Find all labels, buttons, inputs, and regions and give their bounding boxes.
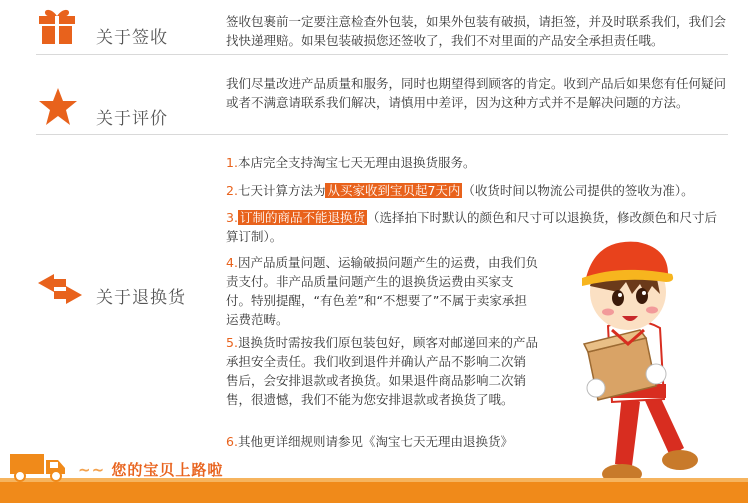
section-title-returns: 关于退换货 — [96, 288, 186, 308]
returns-item-2 — [226, 181, 726, 200]
returns-item-5 — [226, 333, 538, 409]
gift-box-icon — [36, 4, 78, 46]
item-number: 1. — [226, 155, 238, 170]
section-title-review: 关于评价 — [96, 109, 168, 129]
highlight-text: 订制的商品不能退换货 — [239, 210, 365, 225]
item-text: 因产品质量问题、运输破损问题产生的运费，由我们负责支付。非产品质量问题产生的退换货运费由买家支付。特别提醒，“有色差”和“不想要了”不属于卖家承担运费范畴。 — [226, 255, 538, 327]
review-text: 我们尽量改进产品质量和服务，同时也期望得到顾客的肯定。收到产品后如果您有任何疑问或者不满意请联系我们解决，请慎用中差评，因为这种方式并不是解决问题的方法。 — [226, 76, 727, 110]
divider — [36, 54, 728, 55]
item-number: 5. — [226, 335, 238, 350]
exchange-arrows-icon — [36, 272, 84, 306]
delivery-boy-illustration — [560, 234, 710, 496]
item-number: 3. — [226, 210, 238, 225]
tagline-text: 您的宝贝上路啦 — [111, 461, 224, 479]
tagline-dots: ~~ — [78, 461, 106, 479]
receive-text: 签收包裹前一定要注意检查外包装，如果外包装有破损，请拒签，并及时联系我们，我们会找快递理赔。如果包装破损您还签收了，我们不对里面的产品安全承担责任哦。 — [226, 14, 727, 48]
returns-item-6 — [226, 432, 538, 451]
item-number: 2. — [226, 183, 238, 198]
footer-tagline — [78, 459, 223, 480]
returns-item-4 — [226, 253, 538, 329]
section-title-receive: 关于签收 — [96, 28, 168, 48]
item-number: 4. — [226, 255, 238, 270]
item-text: （收货时间以物流公司提供的签收为准）。 — [462, 183, 694, 198]
item-text: 七天计算方法为 — [237, 183, 326, 198]
star-icon — [38, 87, 78, 127]
delivery-truck-icon — [8, 448, 68, 484]
item-text: 退换货时需按我们原包装包好，顾客对邮递回来的产品承担安全责任。我们收到退件并确认产品不影响二次销售后，会安排退款或者换货。如果退件商品影响二次销售，很遗憾，我们不能为您安排退款或者换货了哦。 — [226, 335, 538, 407]
item-text: （选择拍下时默认的颜色和尺寸可以退换货，修改颜色和尺寸后算订制）。 — [226, 210, 717, 244]
divider — [36, 134, 728, 135]
item-number: 6. — [226, 434, 238, 449]
returns-item-1 — [226, 153, 726, 172]
highlight-text: 从买家收到宝贝起7天内 — [327, 183, 461, 198]
item-text: 本店完全支持淘宝七天无理由退换货服务。 — [237, 155, 476, 170]
item-text: 其他更详细规则请参见《淘宝七天无理由退换货》 — [237, 434, 513, 449]
